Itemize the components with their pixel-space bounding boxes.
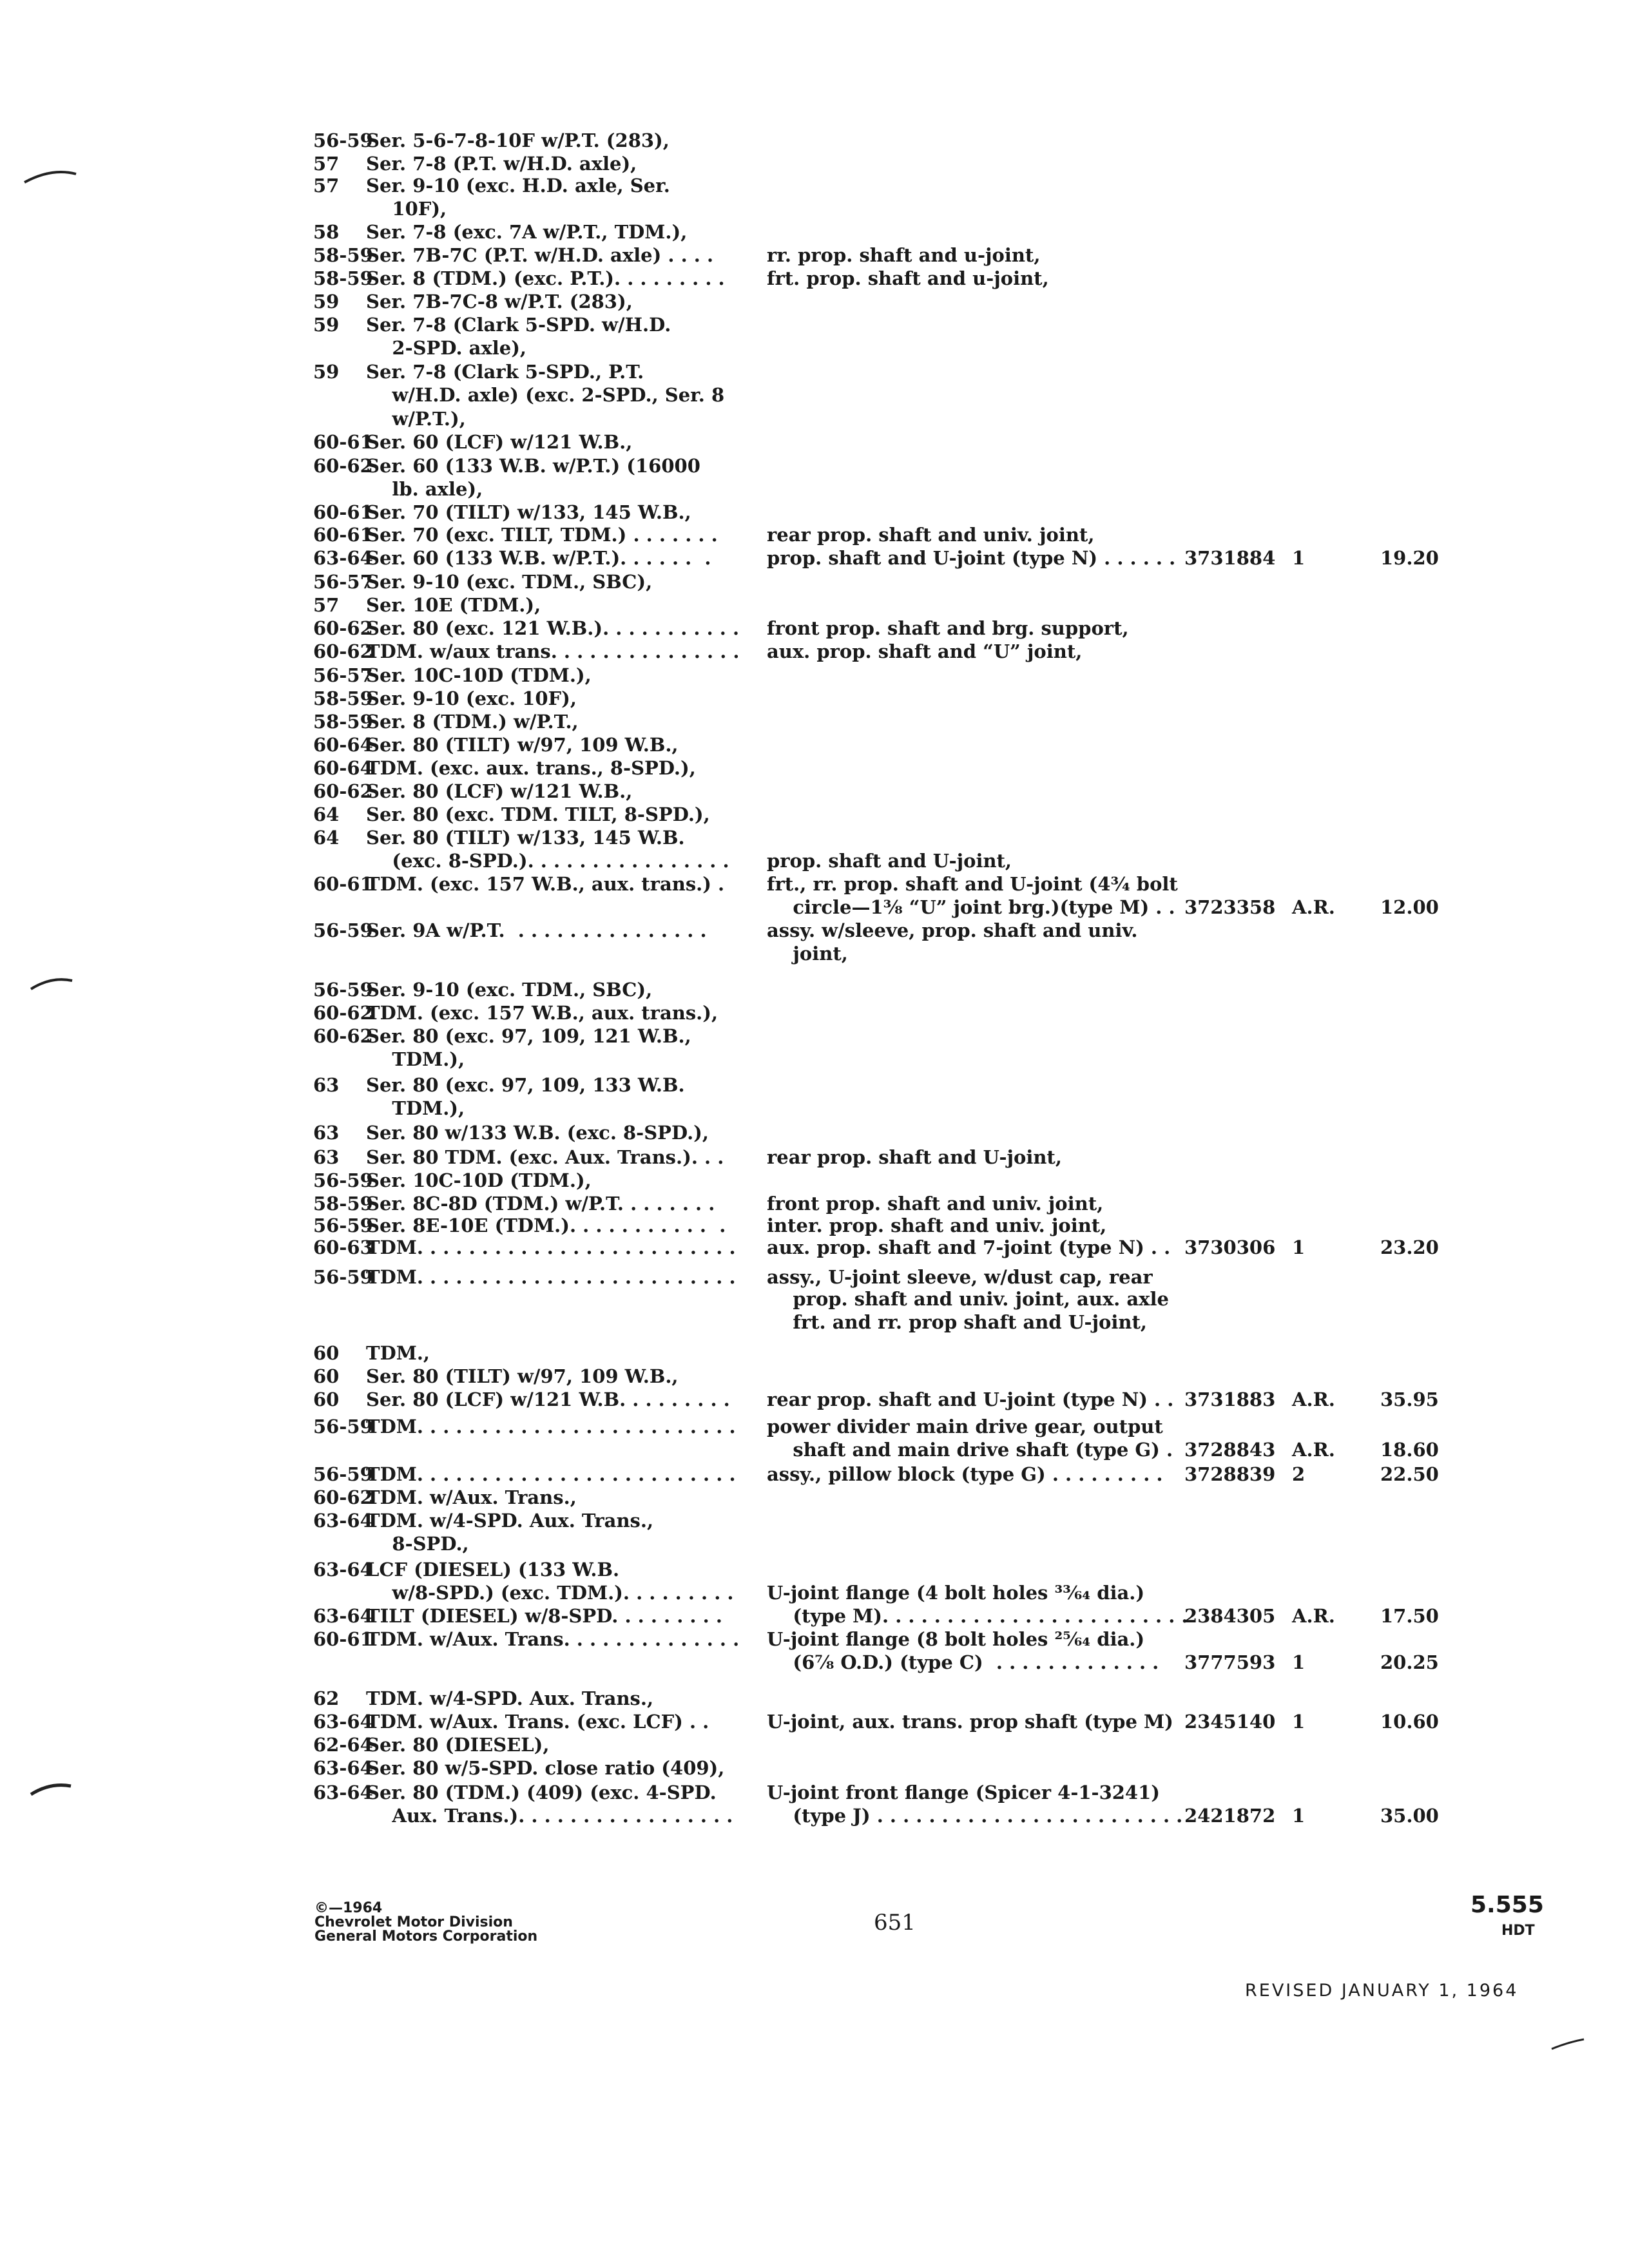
row-years: 56-59 bbox=[313, 130, 373, 151]
row-application: LCF (DIESEL) (133 W.B. bbox=[366, 1559, 620, 1581]
row-part-name: frt. prop. shaft and u-joint, bbox=[767, 267, 1049, 289]
row-years: 59 bbox=[313, 291, 340, 312]
row-application: w/H.D. axle) (exc. 2-SPD., Ser. 8 bbox=[366, 384, 725, 406]
row-part-name: U-joint flange (8 bolt holes ²⁵⁄₆₄ dia.) bbox=[767, 1628, 1145, 1650]
row-application: w/8-SPD.) (exc. TDM.). . . . . . . . . bbox=[366, 1582, 734, 1604]
row-application: Ser. 80 (TILT) w/97, 109 W.B., bbox=[366, 734, 679, 756]
row-application: Ser. 80 w/133 W.B. (exc. 8-SPD.), bbox=[366, 1122, 709, 1144]
row-quantity: 1 bbox=[1292, 1711, 1306, 1733]
row-application: Ser. 9-10 (exc. TDM., SBC), bbox=[366, 571, 653, 593]
row-application: TDM.), bbox=[366, 1097, 465, 1119]
row-application: Ser. 80 TDM. (exc. Aux. Trans.). . . bbox=[366, 1146, 724, 1168]
row-price: 18.60 bbox=[1380, 1439, 1439, 1461]
row-part-name: assy. w/sleeve, prop. shaft and univ. bbox=[767, 919, 1138, 941]
row-part-name: inter. prop. shaft and univ. joint, bbox=[767, 1215, 1107, 1236]
row-application: TDM. . . . . . . . . . . . . . . . . . . . . . . . . bbox=[366, 1266, 736, 1288]
row-application: TDM. . . . . . . . . . . . . . . . . . . . . . . . . bbox=[366, 1463, 736, 1485]
row-application: Ser. 8 (TDM.) w/P.T., bbox=[366, 711, 579, 733]
row-part-name: U-joint, aux. trans. prop shaft (type M) bbox=[767, 1711, 1173, 1733]
row-part-number: 3731883 bbox=[1184, 1389, 1276, 1410]
row-application: TDM. (exc. aux. trans., 8-SPD.), bbox=[366, 757, 696, 779]
row-years: 59 bbox=[313, 314, 340, 336]
row-application: Ser. 80 (exc. 121 W.B.). . . . . . . . . . . bbox=[366, 617, 740, 639]
row-years: 63-64 bbox=[313, 1711, 373, 1733]
row-years: 58 bbox=[313, 221, 340, 243]
row-years: 60-62 bbox=[313, 1025, 373, 1047]
row-years: 58-59 bbox=[313, 1193, 373, 1215]
row-part-name: aux. prop. shaft and 7-joint (type N) . . bbox=[767, 1236, 1171, 1258]
row-years: 60-61 bbox=[313, 524, 373, 546]
row-years: 63-64 bbox=[313, 1605, 373, 1627]
row-part-number: 2421872 bbox=[1184, 1805, 1276, 1827]
row-years: 60-61 bbox=[313, 501, 373, 523]
row-quantity: A.R. bbox=[1292, 896, 1335, 918]
row-years: 60-62 bbox=[313, 617, 373, 639]
row-part-name: rear prop. shaft and U-joint (type N) . . bbox=[767, 1389, 1174, 1410]
row-years: 56-59 bbox=[313, 1266, 373, 1288]
row-application: TDM., bbox=[366, 1342, 430, 1364]
row-application: Ser. 80 (exc. TDM. TILT, 8-SPD.), bbox=[366, 803, 710, 825]
row-part-name: assy., U-joint sleeve, w/dust cap, rear bbox=[767, 1266, 1153, 1288]
row-years: 57 bbox=[313, 175, 340, 197]
row-application: TDM. (exc. 157 W.B., aux. trans.), bbox=[366, 1002, 718, 1024]
row-part-name: prop. shaft and U-joint (type N) . . . . . . bbox=[767, 547, 1176, 569]
row-price: 23.20 bbox=[1380, 1236, 1439, 1258]
row-years: 56-59 bbox=[313, 1215, 373, 1236]
row-part-name: shaft and main drive shaft (type G) . bbox=[767, 1439, 1173, 1461]
row-part-number: 3723358 bbox=[1184, 896, 1276, 918]
row-application: TDM.), bbox=[366, 1048, 465, 1070]
row-years: 58-59 bbox=[313, 244, 373, 266]
row-application: Ser. 80 (TDM.) (409) (exc. 4-SPD. bbox=[366, 1782, 717, 1803]
row-application: Ser. 80 (LCF) w/121 W.B., bbox=[366, 780, 633, 802]
row-quantity: A.R. bbox=[1292, 1389, 1335, 1410]
row-price: 19.20 bbox=[1380, 547, 1439, 569]
row-years: 60-64 bbox=[313, 757, 373, 779]
row-part-name: (type J) . . . . . . . . . . . . . . . . . . . . . . . . bbox=[767, 1805, 1183, 1827]
row-application: TDM. w/Aux. Trans. (exc. LCF) . . bbox=[366, 1711, 709, 1733]
row-part-number: 3731884 bbox=[1184, 547, 1276, 569]
row-years: 59 bbox=[313, 361, 340, 383]
row-application: Ser. 9A w/P.T. . . . . . . . . . . . . . . . bbox=[366, 919, 707, 941]
row-years: 63 bbox=[313, 1122, 340, 1144]
row-years: 60 bbox=[313, 1365, 340, 1387]
row-quantity: 2 bbox=[1292, 1463, 1306, 1485]
row-part-name: U-joint front flange (Spicer 4-1-3241) bbox=[767, 1782, 1161, 1803]
section-number: 5.555 bbox=[1470, 1892, 1544, 1918]
row-years: 58-59 bbox=[313, 267, 373, 289]
row-application: Ser. 7-8 (Clark 5-SPD., P.T. bbox=[366, 361, 644, 383]
row-part-name: assy., pillow block (type G) . . . . . . . . . bbox=[767, 1463, 1163, 1485]
row-years: 60-64 bbox=[313, 734, 373, 756]
row-part-name: rr. prop. shaft and u-joint, bbox=[767, 244, 1041, 266]
row-years: 56-59 bbox=[313, 1463, 373, 1485]
row-years: 56-59 bbox=[313, 1169, 373, 1191]
row-quantity: 1 bbox=[1292, 1236, 1306, 1258]
row-application: Ser. 70 (exc. TILT, TDM.) . . . . . . . bbox=[366, 524, 718, 546]
row-application: TDM. w/Aux. Trans., bbox=[366, 1486, 577, 1508]
row-years: 56-59 bbox=[313, 1416, 373, 1437]
row-application: TDM. w/aux trans. . . . . . . . . . . . . . . bbox=[366, 640, 740, 662]
revision-date: REVISED JANUARY 1, 1964 bbox=[1245, 1981, 1519, 2001]
row-years: 60-61 bbox=[313, 431, 373, 453]
row-part-name: prop. shaft and univ. joint, aux. axle bbox=[767, 1288, 1169, 1310]
row-application: Ser. 8E-10E (TDM.). . . . . . . . . . . . bbox=[366, 1215, 726, 1236]
row-years: 60-62 bbox=[313, 780, 373, 802]
row-application: Ser. 7B-7C (P.T. w/H.D. axle) . . . . bbox=[366, 244, 714, 266]
row-part-number: 3730306 bbox=[1184, 1236, 1276, 1258]
row-years: 60-63 bbox=[313, 1236, 373, 1258]
row-years: 62 bbox=[313, 1687, 340, 1709]
row-application: Ser. 80 (DIESEL), bbox=[366, 1734, 550, 1756]
row-part-name: (type M). . . . . . . . . . . . . . . . . . . . . . . . bbox=[767, 1605, 1188, 1627]
row-part-number: 2384305 bbox=[1184, 1605, 1276, 1627]
row-years: 60 bbox=[313, 1389, 340, 1410]
row-application: TDM. . . . . . . . . . . . . . . . . . . . . . . . . bbox=[366, 1236, 736, 1258]
row-price: 35.95 bbox=[1380, 1389, 1439, 1410]
row-application: TDM. w/4-SPD. Aux. Trans., bbox=[366, 1687, 654, 1709]
row-application: Ser. 7-8 (Clark 5-SPD. w/H.D. bbox=[366, 314, 671, 336]
row-application: Ser. 60 (133 W.B. w/P.T.) (16000 bbox=[366, 455, 700, 477]
row-part-name: joint, bbox=[767, 943, 848, 965]
row-years: 63-64 bbox=[313, 1559, 373, 1581]
row-years: 58-59 bbox=[313, 711, 373, 733]
page-number: 651 bbox=[874, 1910, 916, 1936]
row-application: Ser. 9-10 (exc. H.D. axle, Ser. bbox=[366, 175, 670, 197]
row-application: Ser. 80 (LCF) w/121 W.B. . . . . . . . . bbox=[366, 1389, 730, 1410]
row-application: TDM. w/Aux. Trans. . . . . . . . . . . . . . bbox=[366, 1628, 740, 1650]
row-part-name: U-joint flange (4 bolt holes ³³⁄₆₄ dia.) bbox=[767, 1582, 1145, 1604]
row-application: TDM. w/4-SPD. Aux. Trans., bbox=[366, 1510, 654, 1532]
row-application: w/P.T.), bbox=[366, 408, 466, 430]
row-application: Ser. 10C-10D (TDM.), bbox=[366, 664, 592, 686]
row-years: 60-62 bbox=[313, 455, 373, 477]
row-application: lb. axle), bbox=[366, 478, 483, 500]
row-application: Ser. 80 (TILT) w/133, 145 W.B. bbox=[366, 827, 685, 849]
row-application: Ser. 10E (TDM.), bbox=[366, 594, 541, 616]
row-years: 56-59 bbox=[313, 979, 373, 1001]
row-part-name: front prop. shaft and brg. support, bbox=[767, 617, 1129, 639]
row-application: Ser. 7B-7C-8 w/P.T. (283), bbox=[366, 291, 633, 312]
row-part-name: aux. prop. shaft and “U” joint, bbox=[767, 640, 1083, 662]
row-years: 63-64 bbox=[313, 1757, 373, 1779]
row-application: Ser. 9-10 (exc. TDM., SBC), bbox=[366, 979, 653, 1001]
publisher-division: Chevrolet Motor Division bbox=[314, 1914, 513, 1930]
row-application: Ser. 80 (exc. 97, 109, 121 W.B., bbox=[366, 1025, 691, 1047]
row-application: Ser. 60 (LCF) w/121 W.B., bbox=[366, 431, 633, 453]
row-years: 58-59 bbox=[313, 687, 373, 709]
row-application: Ser. 80 w/5-SPD. close ratio (409), bbox=[366, 1757, 725, 1779]
row-application: TDM. (exc. 157 W.B., aux. trans.) . bbox=[366, 873, 725, 895]
row-years: 60-62 bbox=[313, 1002, 373, 1024]
row-part-number: 2345140 bbox=[1184, 1711, 1276, 1733]
row-years: 57 bbox=[313, 153, 340, 175]
section-subtitle: HDT bbox=[1501, 1923, 1535, 1939]
row-application: TILT (DIESEL) w/8-SPD. . . . . . . . . bbox=[366, 1605, 722, 1627]
row-part-name: (6⅞ O.D.) (type C) . . . . . . . . . . . . . bbox=[767, 1651, 1159, 1673]
row-application: 8-SPD., bbox=[366, 1533, 469, 1555]
row-part-name: power divider main drive gear, output bbox=[767, 1416, 1163, 1437]
row-years: 64 bbox=[313, 803, 340, 825]
row-application: Ser. 60 (133 W.B. w/P.T.). . . . . . . bbox=[366, 547, 711, 569]
row-years: 60-61 bbox=[313, 873, 373, 895]
row-years: 57 bbox=[313, 594, 340, 616]
row-part-name: rear prop. shaft and U-joint, bbox=[767, 1146, 1062, 1168]
row-price: 35.00 bbox=[1380, 1805, 1439, 1827]
row-application: TDM. . . . . . . . . . . . . . . . . . . . . . . . . bbox=[366, 1416, 736, 1437]
row-application: Ser. 80 (TILT) w/97, 109 W.B., bbox=[366, 1365, 679, 1387]
row-application: Ser. 80 (exc. 97, 109, 133 W.B. bbox=[366, 1074, 685, 1096]
row-quantity: A.R. bbox=[1292, 1605, 1335, 1627]
row-years: 60-62 bbox=[313, 1486, 373, 1508]
row-years: 63-64 bbox=[313, 547, 373, 569]
row-application: Ser. 7-8 (P.T. w/H.D. axle), bbox=[366, 153, 637, 175]
row-price: 10.60 bbox=[1380, 1711, 1439, 1733]
row-years: 64 bbox=[313, 827, 340, 849]
row-part-number: 3777593 bbox=[1184, 1651, 1276, 1673]
row-price: 22.50 bbox=[1380, 1463, 1439, 1485]
publisher-corporation: General Motors Corporation bbox=[314, 1928, 538, 1945]
row-part-name: prop. shaft and U-joint, bbox=[767, 850, 1012, 872]
row-years: 62-64 bbox=[313, 1734, 373, 1756]
row-application: 10F), bbox=[366, 198, 447, 220]
row-years: 56-57 bbox=[313, 571, 373, 593]
row-years: 63 bbox=[313, 1146, 340, 1168]
row-years: 60 bbox=[313, 1342, 340, 1364]
row-application: 2-SPD. axle), bbox=[366, 337, 527, 359]
row-years: 56-59 bbox=[313, 919, 373, 941]
row-part-number: 3728839 bbox=[1184, 1463, 1276, 1485]
row-quantity: 1 bbox=[1292, 1651, 1306, 1673]
row-application: Ser. 70 (TILT) w/133, 145 W.B., bbox=[366, 501, 691, 523]
row-years: 63 bbox=[313, 1074, 340, 1096]
row-price: 20.25 bbox=[1380, 1651, 1439, 1673]
row-part-name: circle—1⅜ “U” joint brg.)(type M) . . bbox=[767, 896, 1175, 918]
row-part-name: front prop. shaft and univ. joint, bbox=[767, 1193, 1104, 1215]
row-years: 56-57 bbox=[313, 664, 373, 686]
row-price: 12.00 bbox=[1380, 896, 1439, 918]
row-years: 60-62 bbox=[313, 640, 373, 662]
row-quantity: A.R. bbox=[1292, 1439, 1335, 1461]
row-application: Ser. 8 (TDM.) (exc. P.T.). . . . . . . . . bbox=[366, 267, 725, 289]
row-application: Ser. 8C-8D (TDM.) w/P.T. . . . . . . . bbox=[366, 1193, 715, 1215]
row-price: 17.50 bbox=[1380, 1605, 1439, 1627]
copyright-notice: ©—1964 bbox=[314, 1900, 383, 1916]
row-part-number: 3728843 bbox=[1184, 1439, 1276, 1461]
row-years: 63-64 bbox=[313, 1782, 373, 1803]
row-application: Ser. 10C-10D (TDM.), bbox=[366, 1169, 592, 1191]
row-part-name: frt., rr. prop. shaft and U-joint (4¾ bolt bbox=[767, 873, 1178, 895]
row-part-name: rear prop. shaft and univ. joint, bbox=[767, 524, 1095, 546]
row-years: 60-61 bbox=[313, 1628, 373, 1650]
row-quantity: 1 bbox=[1292, 1805, 1306, 1827]
row-part-name: frt. and rr. prop shaft and U-joint, bbox=[767, 1311, 1147, 1333]
row-application: Ser. 5-6-7-8-10F w/P.T. (283), bbox=[366, 130, 670, 151]
row-quantity: 1 bbox=[1292, 547, 1306, 569]
row-application: Ser. 9-10 (exc. 10F), bbox=[366, 687, 577, 709]
row-application: Ser. 7-8 (exc. 7A w/P.T., TDM.), bbox=[366, 221, 688, 243]
row-application: Aux. Trans.). . . . . . . . . . . . . . . . . bbox=[366, 1805, 733, 1827]
row-years: 63-64 bbox=[313, 1510, 373, 1532]
row-application: (exc. 8-SPD.). . . . . . . . . . . . . . . . bbox=[366, 850, 729, 872]
